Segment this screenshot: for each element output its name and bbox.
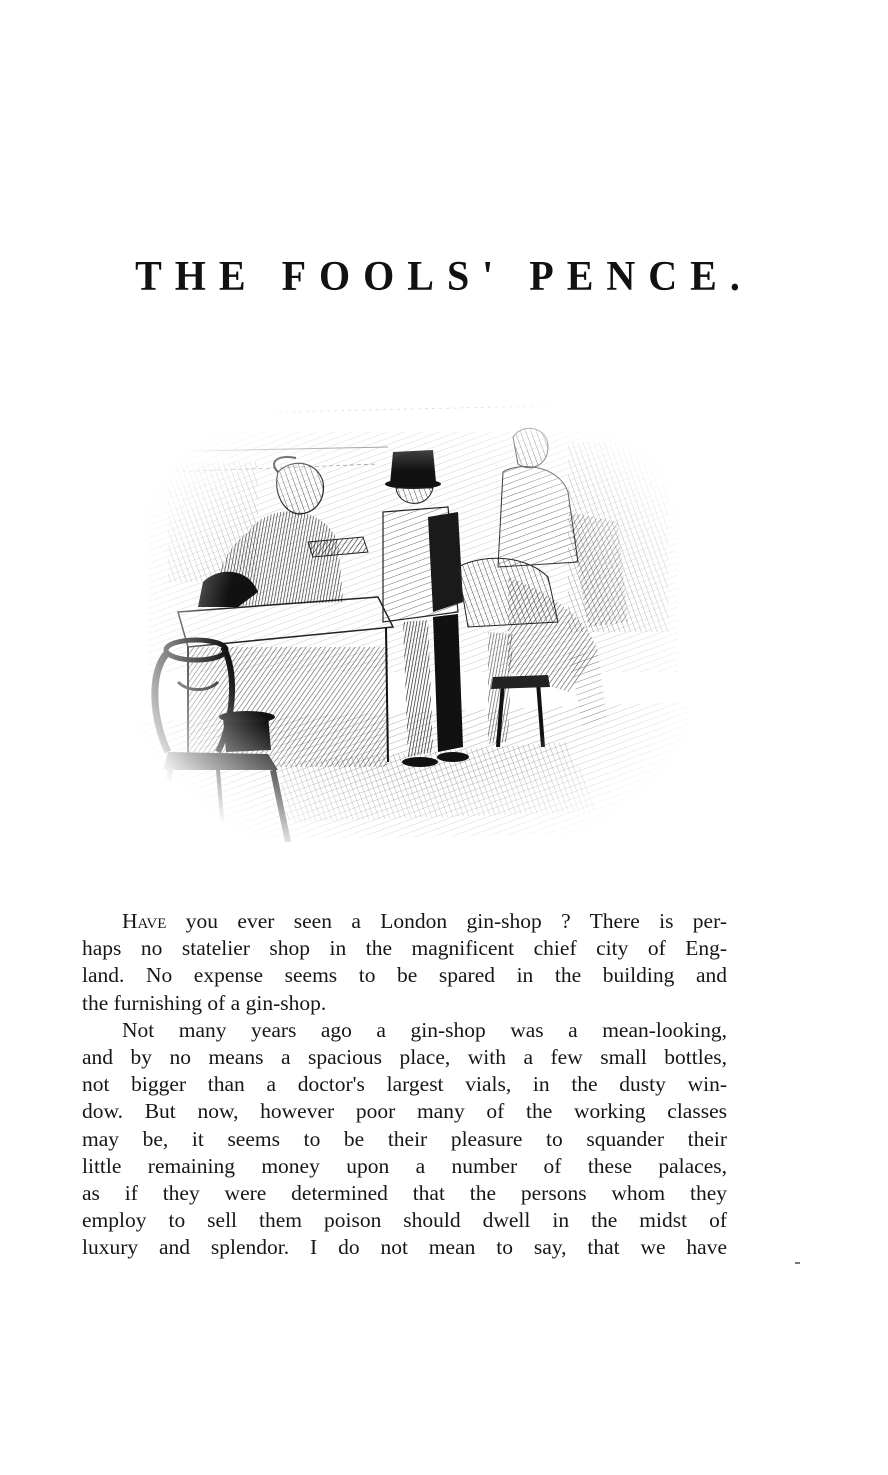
page-speck	[795, 1262, 800, 1264]
text-line: little remaining money upon a number of these palaces,	[82, 1153, 727, 1178]
text-line: employ to sell them poison should dwell in the midst of	[82, 1208, 727, 1233]
text-line: Not many years ago a gin-shop was a mean-looking,	[122, 1017, 727, 1042]
text-line: as if they were determined that the persons whom they	[82, 1180, 727, 1205]
gin-shop-engraving	[128, 392, 700, 854]
text-line: Have you ever seen a London gin-shop ? There is per-	[122, 909, 727, 933]
text-line: and by no means a spacious place, with a few small bottles,	[82, 1044, 727, 1069]
text-line: the furnishing of a gin-shop.	[82, 990, 327, 1015]
text-line: may be, it seems to be their pleasure to squander their	[82, 1126, 727, 1151]
text-line: land. No expense seems to be spared in the building and	[82, 963, 727, 988]
chapter-title: THE FOOLS' PENCE.	[135, 251, 753, 300]
engraving-illustration	[128, 392, 700, 854]
body-text	[82, 908, 727, 1261]
text-line: dow. But now, however poor many of the working classes	[82, 1099, 727, 1124]
text-line: not bigger than a doctor's largest vials, in the dusty win-	[82, 1072, 727, 1097]
text-line: haps no statelier shop in the magnificent chief city of Eng-	[82, 936, 727, 961]
text-line: luxury and splendor. I do not mean to say, that we have	[82, 1235, 727, 1260]
drop-lead: Have	[122, 909, 167, 933]
